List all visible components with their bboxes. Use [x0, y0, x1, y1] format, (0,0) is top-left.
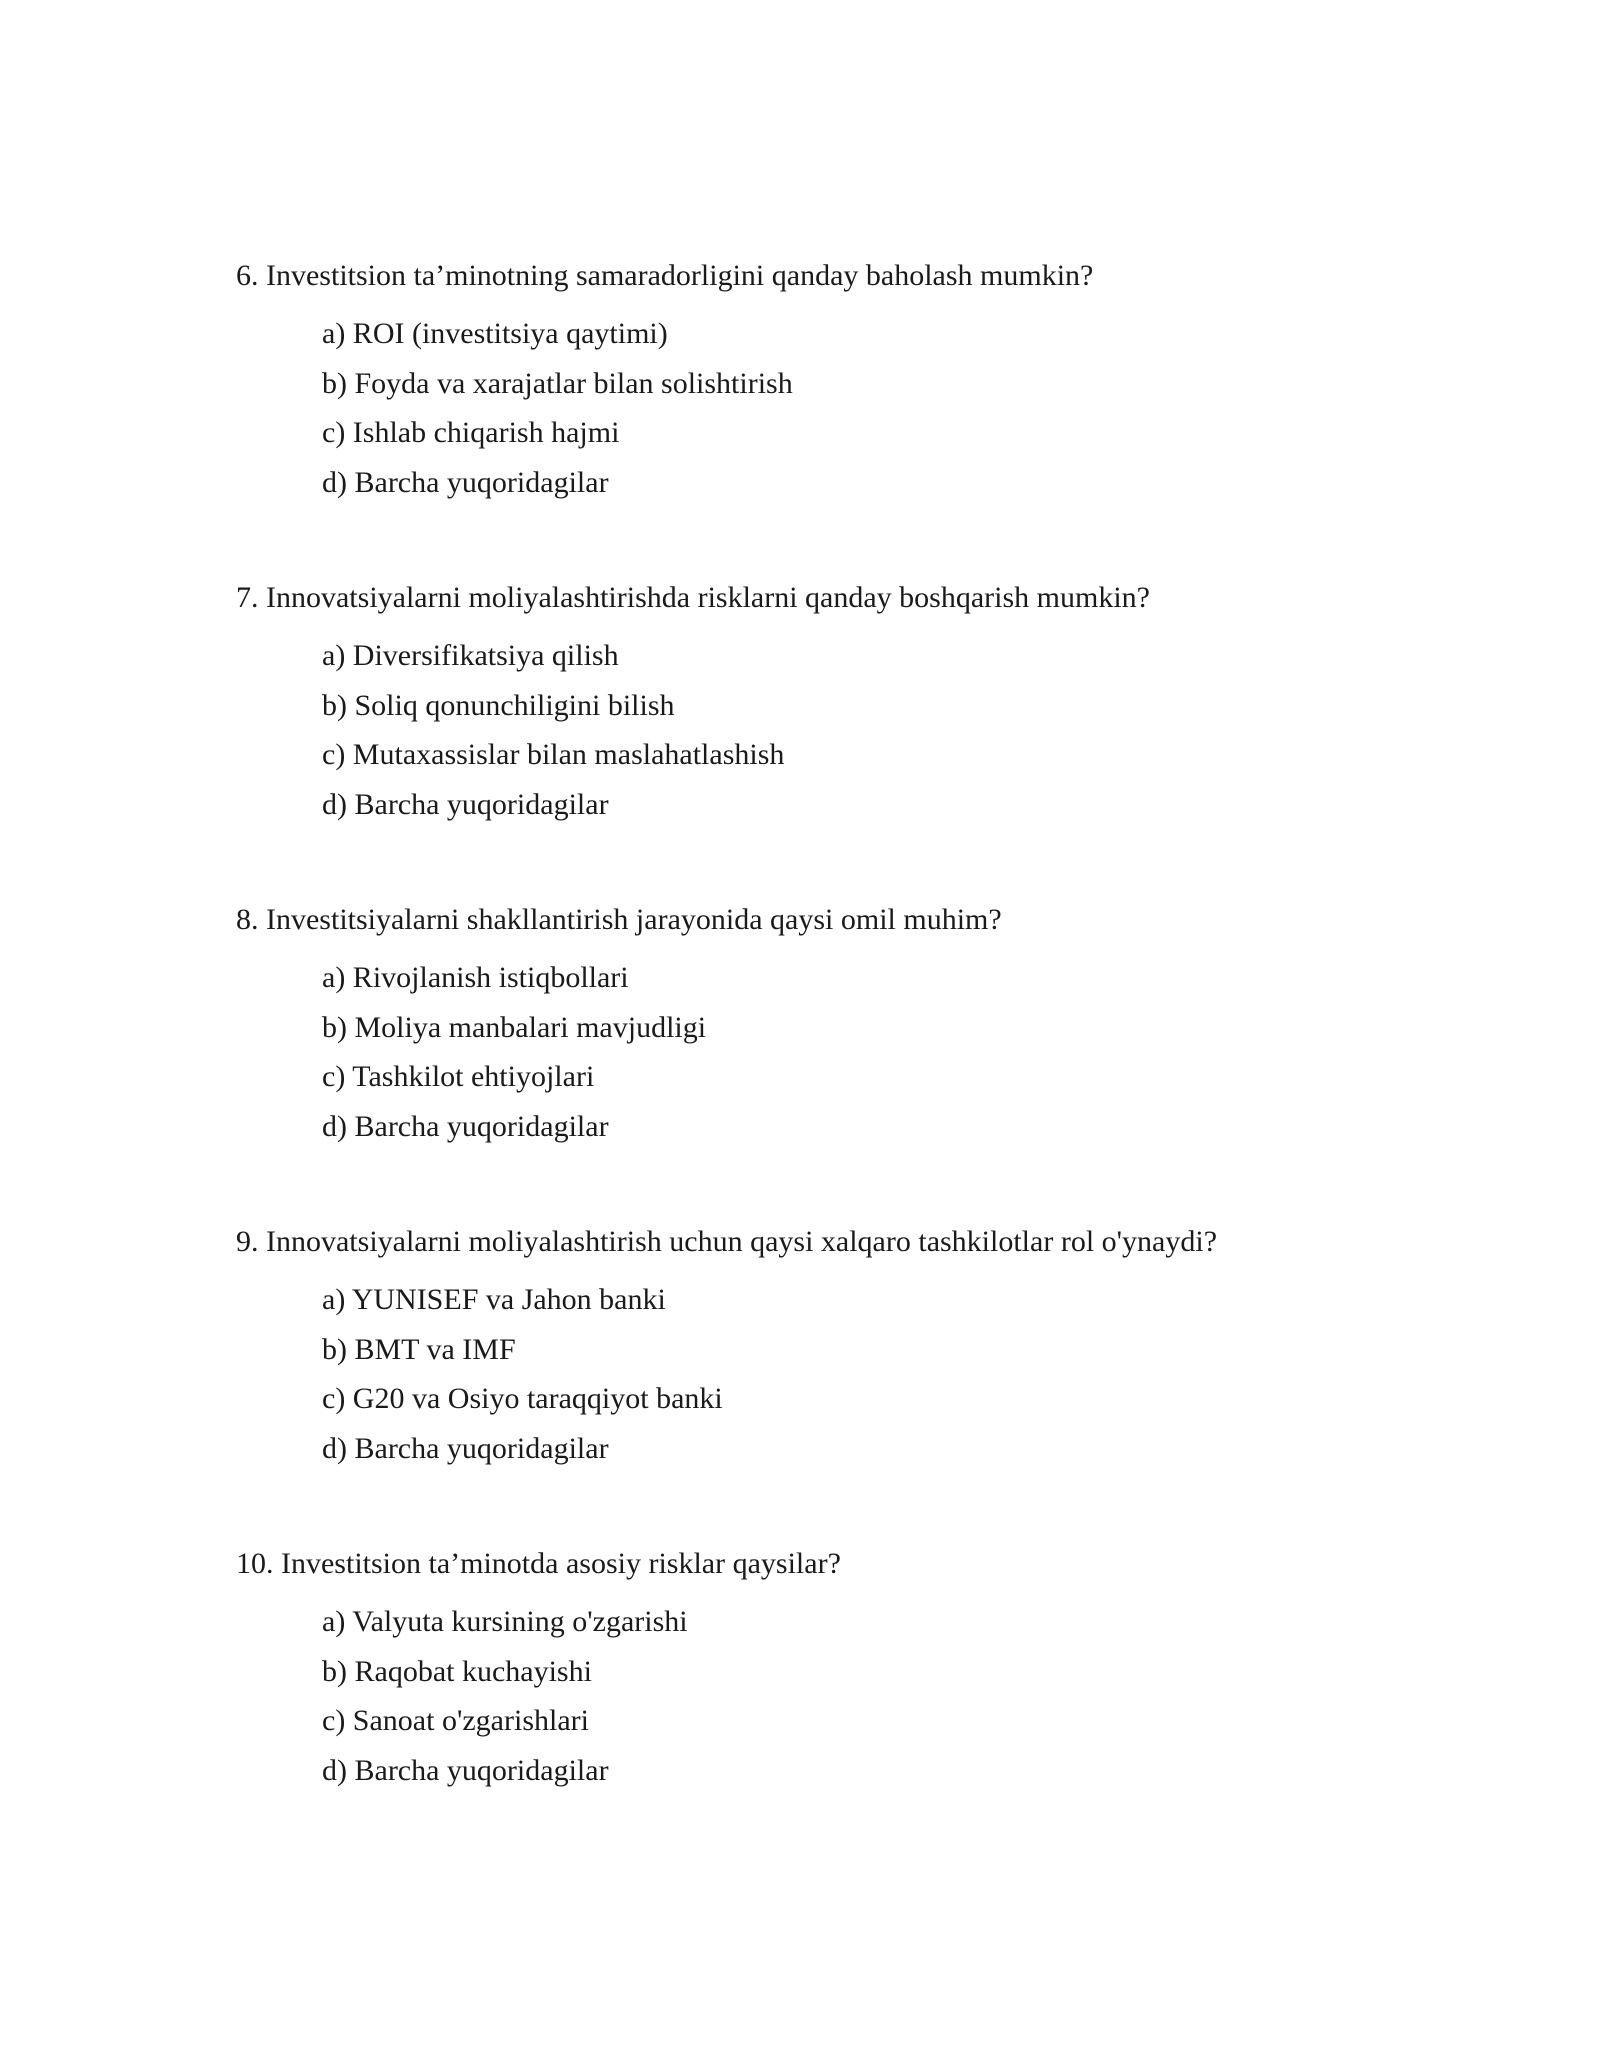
answer-options	[236, 1282, 1436, 1480]
question-text: 6. Investitsion ta’minotning samaradorligini qanday baholash mumkin?	[236, 259, 1094, 292]
option-b: b) BMT va IMF	[322, 1332, 516, 1366]
option-a: a) Diversifikatsiya qilish	[322, 639, 619, 672]
option-b: b) Soliq qonunchiligini bilish	[322, 688, 675, 722]
option-c: c) Mutaxassislar bilan maslahatlashish	[322, 738, 785, 771]
question-9	[236, 1224, 1436, 1480]
option-d: d) Barcha yuqoridagilar	[322, 1431, 609, 1465]
option-b: b) Raqobat kuchayishi	[322, 1654, 592, 1688]
question-text: 8. Investitsiyalarni shakllantirish jarayonida qaysi omil muhim?	[236, 903, 1002, 936]
option-d: d) Barcha yuqoridagilar	[322, 787, 609, 821]
option-b: b) Foyda va xarajatlar bilan solishtirish	[322, 366, 793, 400]
answer-options	[236, 638, 1436, 836]
question-6	[236, 258, 1436, 514]
option-c: c) Tashkilot ehtiyojlari	[322, 1060, 595, 1093]
question-10	[236, 1546, 1436, 1802]
question-7	[236, 580, 1436, 836]
question-text: 9. Innovatsiyalarni moliyalashtirish uchun qaysi xalqaro tashkilotlar rol o'ynaydi?	[236, 1225, 1218, 1258]
option-b: b) Moliya manbalari mavjudligi	[322, 1010, 707, 1044]
option-c: c) G20 va Osiyo taraqqiyot banki	[322, 1382, 723, 1415]
answer-options	[236, 316, 1436, 514]
option-a: a) Rivojlanish istiqbollari	[322, 961, 629, 994]
option-c: c) Sanoat o'zgarishlari	[322, 1704, 589, 1737]
option-a: a) Valyuta kursining o'zgarishi	[322, 1605, 688, 1638]
option-d: d) Barcha yuqoridagilar	[322, 1109, 609, 1143]
option-d: d) Barcha yuqoridagilar	[322, 465, 609, 499]
answer-options	[236, 960, 1436, 1158]
question-text: 10. Investitsion ta’minotda asosiy risklar qaysilar?	[236, 1547, 841, 1580]
option-d: d) Barcha yuqoridagilar	[322, 1753, 609, 1787]
option-c: c) Ishlab chiqarish hajmi	[322, 416, 620, 449]
option-a: a) YUNISEF va Jahon banki	[322, 1283, 666, 1316]
option-a: a) ROI (investitsiya qaytimi)	[322, 317, 668, 350]
question-8	[236, 902, 1436, 1158]
answer-options	[236, 1604, 1436, 1802]
question-text: 7. Innovatsiyalarni moliyalashtirishda risklarni qanday boshqarish mumkin?	[236, 581, 1150, 614]
